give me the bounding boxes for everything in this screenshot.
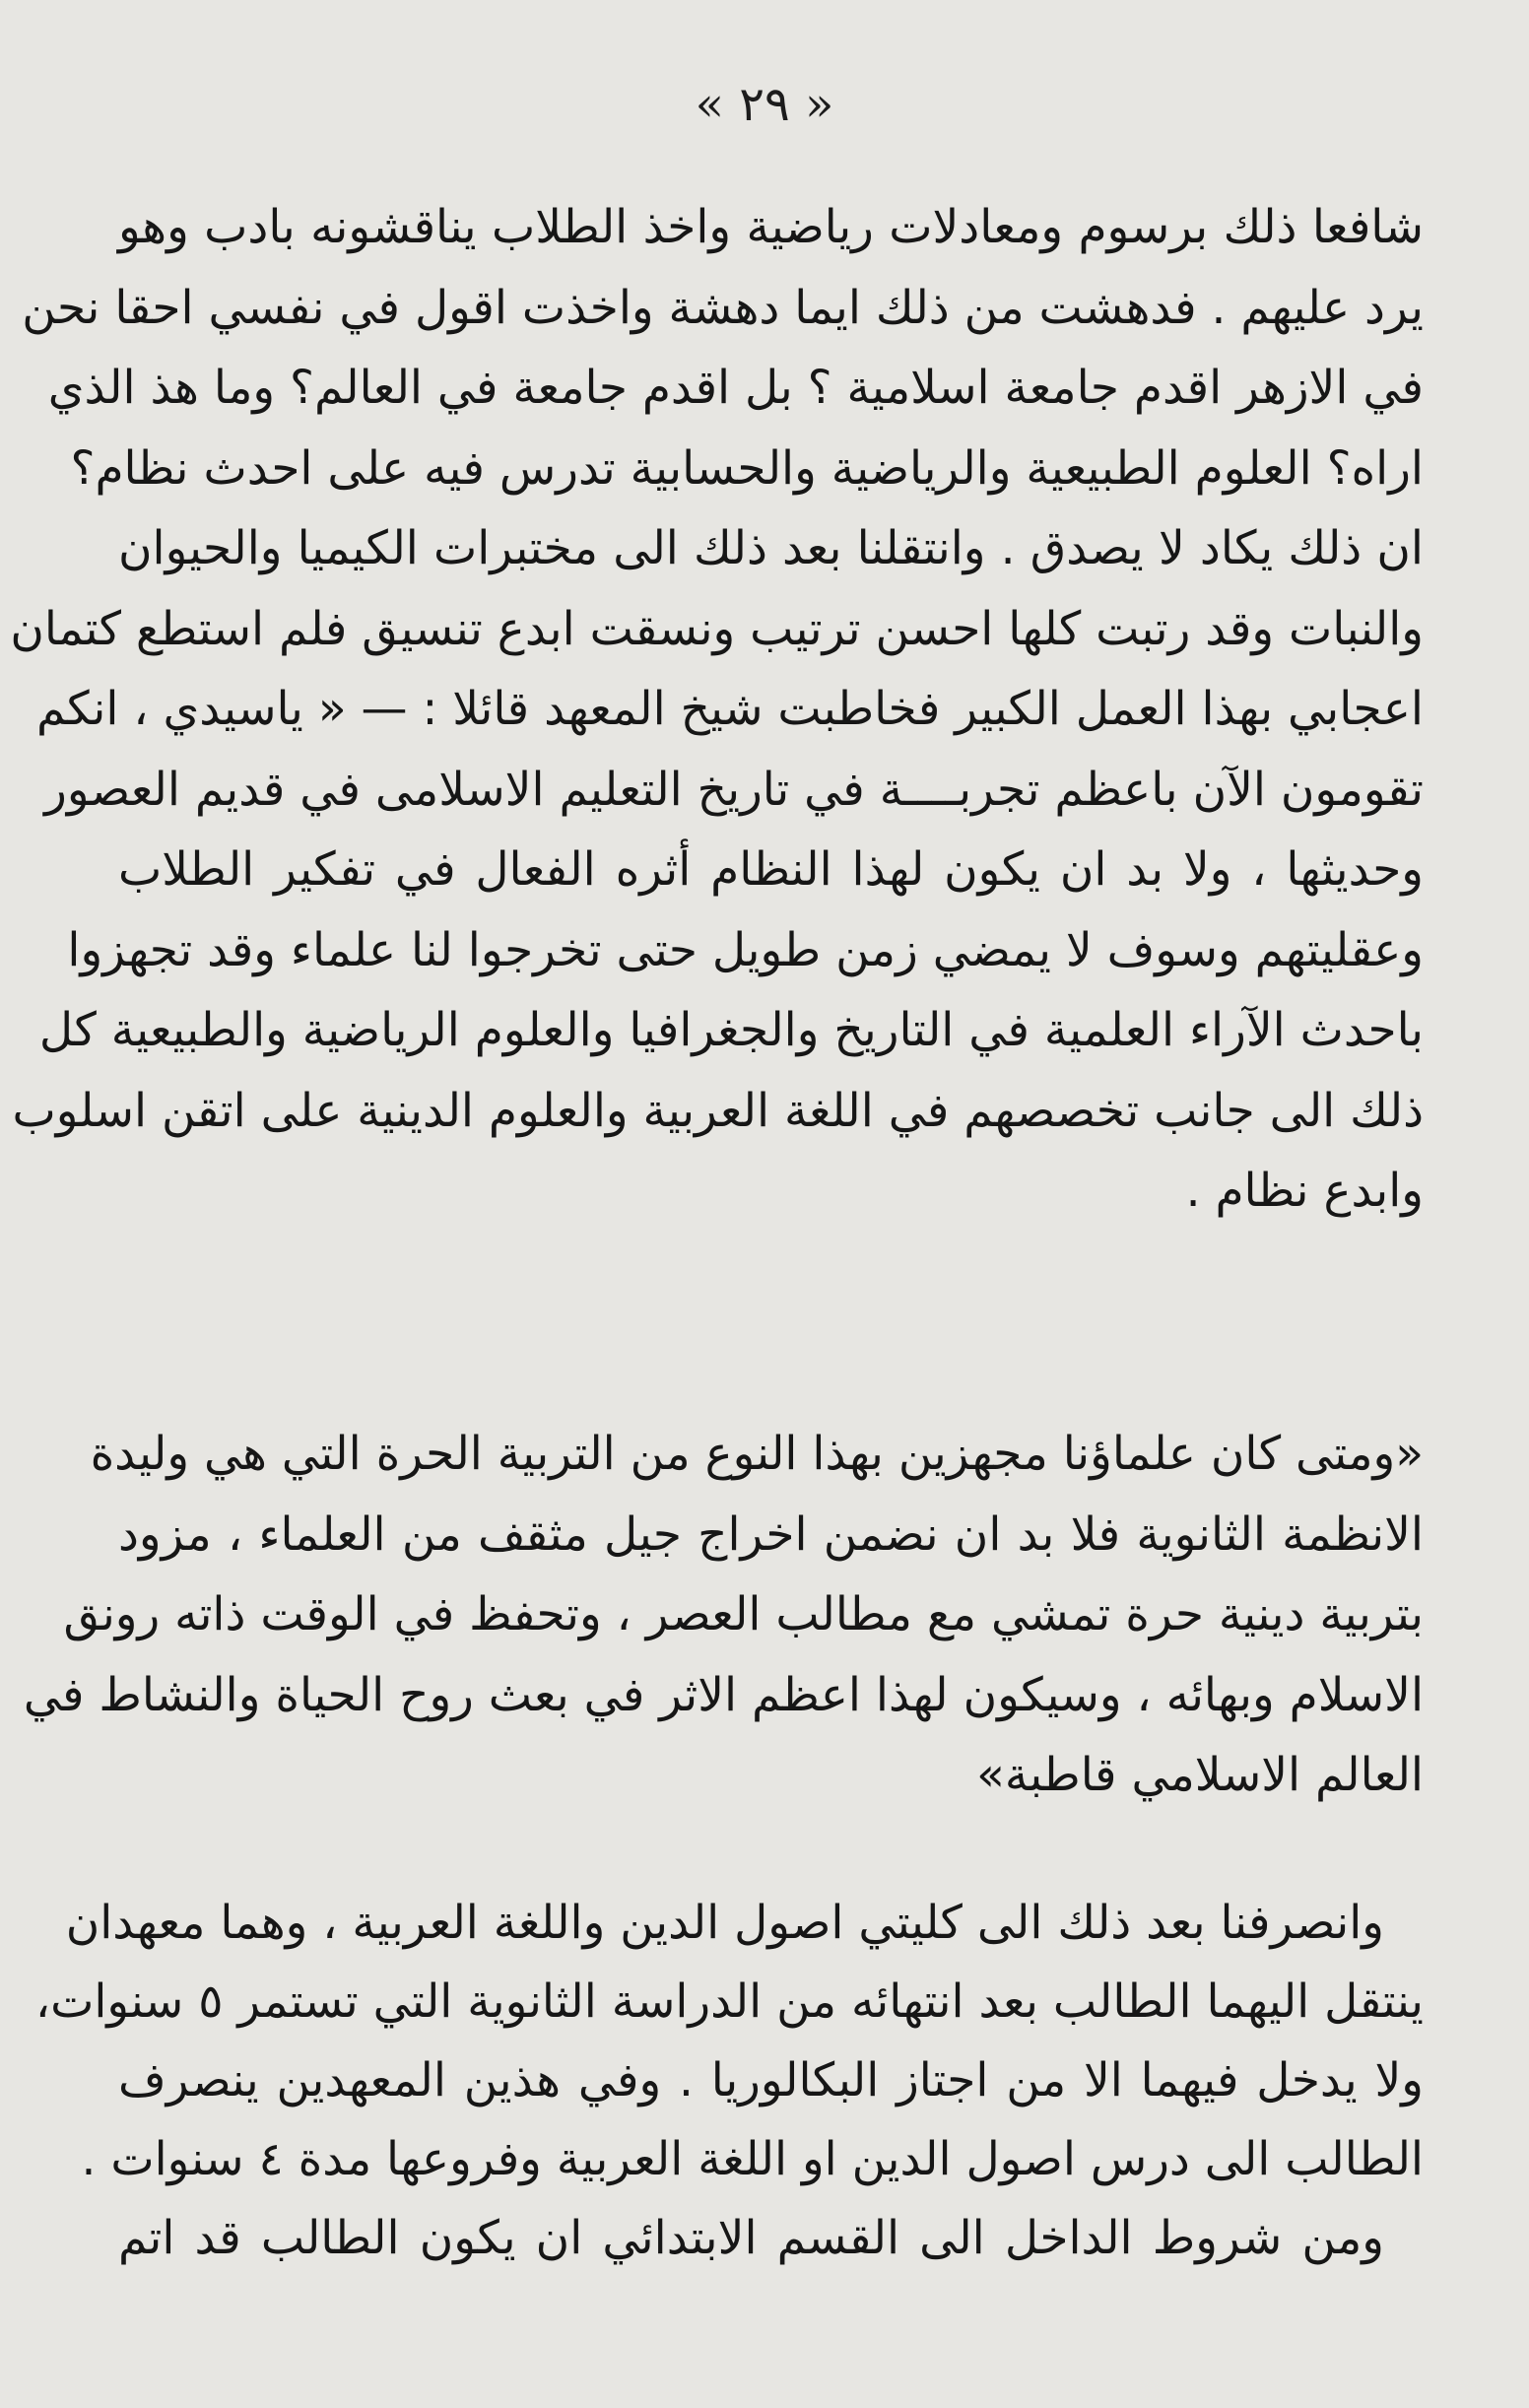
paragraph-1: [10, 187, 1424, 1232]
text-line: والنبات وقد رتبت كلها احسن ترتيب ونسقت ابدع تنسيق فلم استطع كتمان: [10, 601, 1424, 656]
text-line: الطالب الى درس اصول الدين او اللغة العربية وفروعها مدة ٤ سنوات .: [81, 2132, 1424, 2186]
text-line: ينتقل اليهما الطالب بعد انتهائه من الدراسة الثانوية التي تستمر ٥ سنوات،: [34, 1974, 1424, 2029]
text-line: وعقليتهم وسوف لا يمضي زمن طويل حتى تخرجوا لنا علماء وقد تجهزوا: [67, 922, 1424, 977]
paragraph-2: [23, 1414, 1424, 1816]
text-line: ومن شروط الداخل الى القسم الابتدائي ان يكون الطالب قد اتم: [118, 2211, 1384, 2265]
text-line: في الازهر اقدم جامعة اسلامية ؟ بل اقدم جامعة في العالم؟ وما هذ الذي: [47, 361, 1424, 415]
text-line: «ومتى كان علماؤنا مجهزين بهذا النوع من التربية الحرة التي هي وليدة: [90, 1427, 1424, 1481]
text-line: اراه؟ العلوم الطبيعية والرياضية والحسابية تدرس فيه على احدث نظام؟: [70, 440, 1424, 496]
text-line: اعجابي بهذا العمل الكبير فخاطبت شيخ المعهد قائلا : — « ياسيدي ، انكم: [36, 682, 1424, 736]
text-line: وحديثها ، ولا بد ان يكون لهذا النظام أثره الفعال في تفكير الطلاب: [118, 842, 1424, 897]
paragraph-3: [34, 1884, 1424, 2278]
text-line: باحدث الآراء العلمية في التاريخ والجغرافيا والعلوم الرياضية والطبيعية كل: [38, 1003, 1424, 1057]
text-line: ولا يدخل فيهما الا من اجتاز البكالوريا . وفي هذين المعهدين ينصرف: [118, 2053, 1424, 2107]
text-line: العالم الاسلامي قاطبة»: [976, 1748, 1424, 1802]
text-line: الانظمة الثانوية فلا بد ان نضمن اخراج جيل مثقف من العلماء ، مزود: [118, 1506, 1424, 1562]
text-line: ان ذلك يكاد لا يصدق . وانتقلنا بعد ذلك الى مختبرات الكيميا والحيوان: [118, 521, 1424, 575]
text-line: تقومون الآن باعظم تجربــــة في تاريخ التعليم الاسلامى في قديم العصور: [44, 762, 1424, 817]
text-line: ذلك الى جانب تخصصهم في اللغة العربية والعلوم الدينية على اتقن اسلوب: [12, 1083, 1424, 1138]
text-line: الاسلام وبهائه ، وسيكون لهذا اعظم الاثر في بعث روح الحياة والنشاط في: [23, 1667, 1424, 1722]
text-line: بتربية دينية حرة تمشي مع مطالب العصر ، وتحفظ في الوقت ذاته رونق: [63, 1587, 1424, 1641]
text-line: وانصرفنا بعد ذلك الى كليتي اصول الدين واللغة العربية ، وهما معهدان: [65, 1896, 1384, 1950]
text-line: شافعا ذلك برسوم ومعادلات رياضية واخذ الطلاب يناقشونه بادب وهو: [118, 200, 1424, 254]
text-line: يرد عليهم . فدهشت من ذلك ايما دهشة واخذت اقول في نفسي احقا نحن: [22, 280, 1424, 335]
text-line: وابدع نظام .: [1185, 1164, 1424, 1218]
page-number: « ٢٩ »: [695, 77, 834, 132]
